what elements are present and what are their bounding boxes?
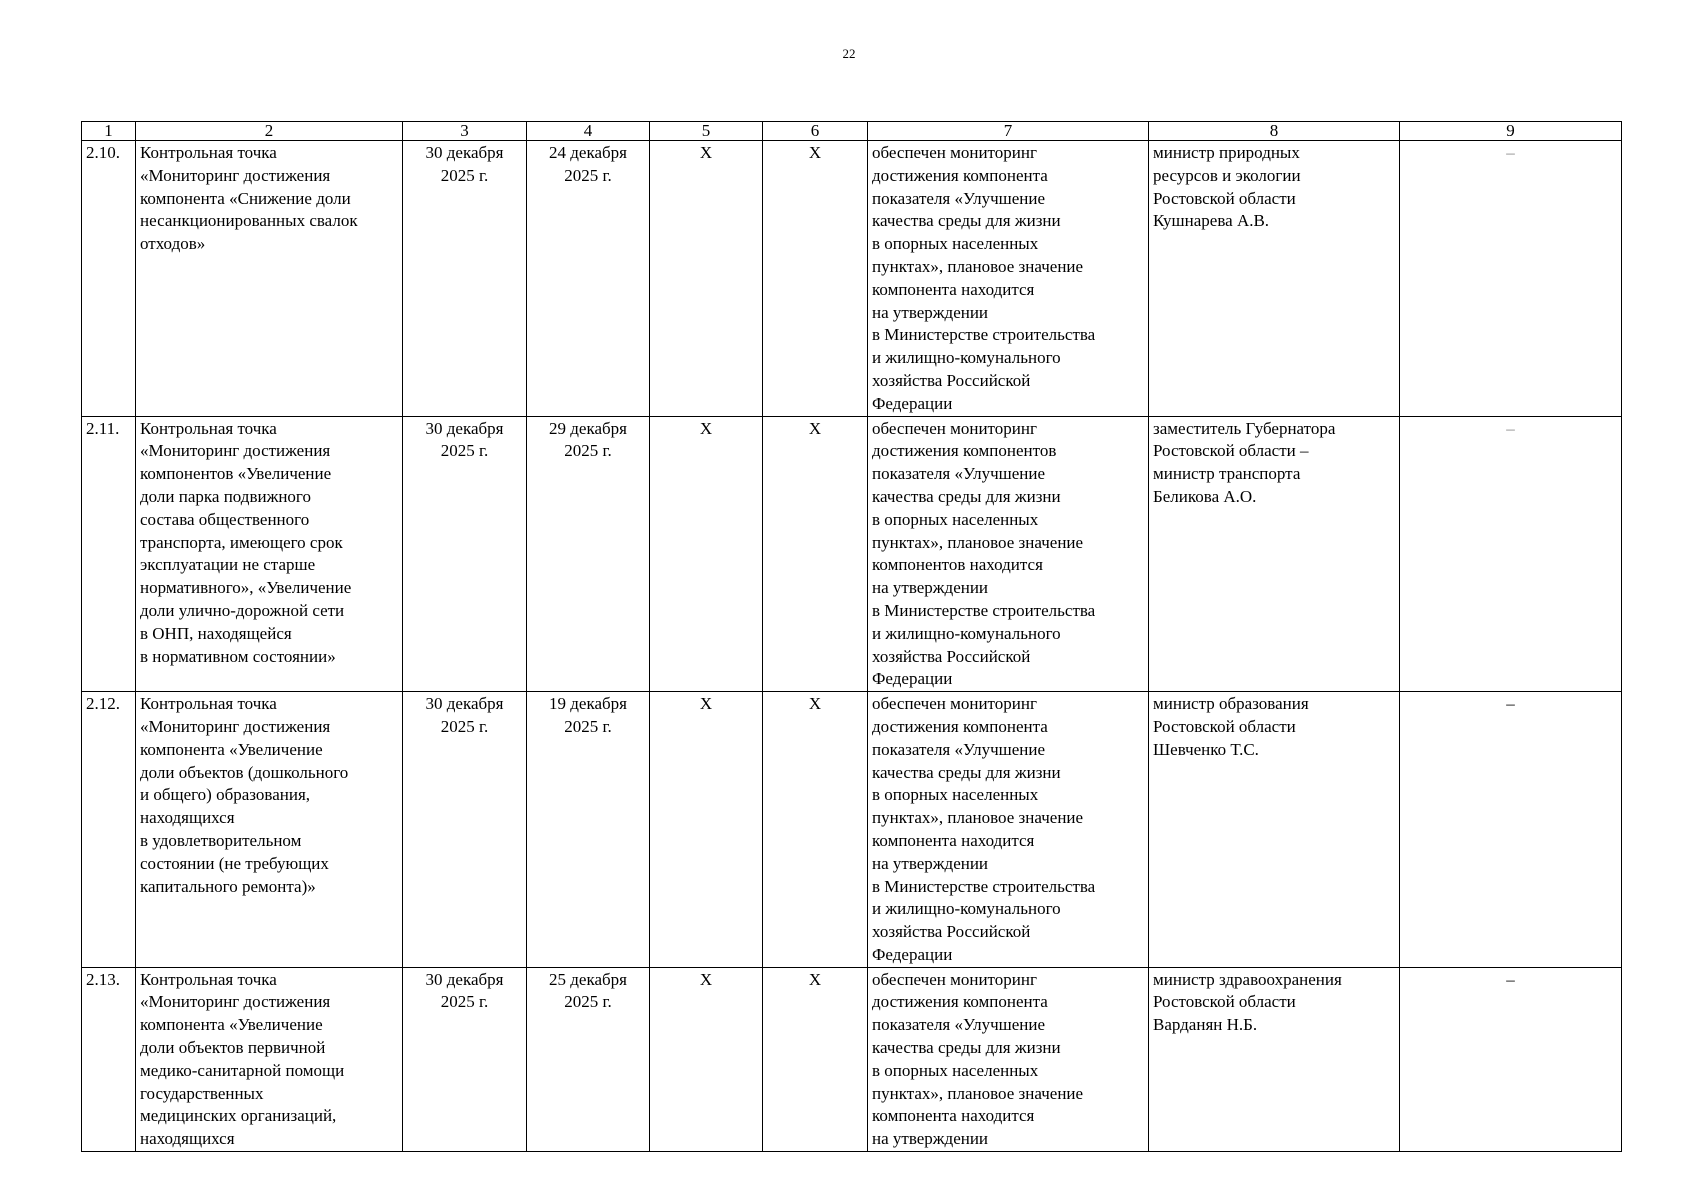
start-date-cell: 30 декабря 2025 г.	[403, 967, 527, 1151]
plan-table	[81, 121, 1622, 1152]
event-cell: Контрольная точка «Мониторинг достижения компонентов «Увеличение доли парка подвижного состава общественного транспорта, имеющего срок эксплуатации не старше нормативного», «Увеличение доли улично-дорожной сети в ОНП, находящейся в нормативном состоянии»	[136, 416, 403, 692]
col6-cell: X	[763, 967, 868, 1151]
result-cell: обеспечен мониторинг достижения компонента показателя «Улучшение качества среды для жизни в опорных населенных пунктах», плановое значение компонента находится на утверждении	[868, 967, 1149, 1151]
col9-cell: –	[1400, 692, 1622, 968]
event-cell: Контрольная точка «Мониторинг достижения компонента «Увеличение доли объектов первичной медико-санитарной помощи государственных медицинских организаций, находящихся	[136, 967, 403, 1151]
end-date-cell: 19 декабря 2025 г.	[527, 692, 650, 968]
header-cell-1: 1	[82, 122, 136, 141]
col6-cell: X	[763, 141, 868, 417]
table-row	[82, 141, 1622, 417]
result-cell: обеспечен мониторинг достижения компонентов показателя «Улучшение качества среды для жизни в опорных населенных пунктах», плановое значение компонентов находится на утверждении в Министерстве строительства и жилищно-комунального хозяйства Российской Федерации	[868, 416, 1149, 692]
header-cell-2: 2	[136, 122, 403, 141]
header-cell-3: 3	[403, 122, 527, 141]
end-date-cell: 29 декабря 2025 г.	[527, 416, 650, 692]
event-cell: Контрольная точка «Мониторинг достижения компонента «Снижение доли несанкционированных свалок отходов»	[136, 141, 403, 417]
header-cell-7: 7	[868, 122, 1149, 141]
row-number-cell: 2.12.	[82, 692, 136, 968]
col9-cell: –	[1400, 141, 1622, 417]
header-cell-9: 9	[1400, 122, 1622, 141]
row-number-cell: 2.13.	[82, 967, 136, 1151]
col9-cell: –	[1400, 416, 1622, 692]
responsible-cell: министр здравоохранения Ростовской области Варданян Н.Б.	[1149, 967, 1400, 1151]
responsible-cell: министр природных ресурсов и экологии Ростовской области Кушнарева А.В.	[1149, 141, 1400, 417]
row-number-cell: 2.10.	[82, 141, 136, 417]
result-cell: обеспечен мониторинг достижения компонента показателя «Улучшение качества среды для жизни в опорных населенных пунктах», плановое значение компонента находится на утверждении в Министерстве строительства и жилищно-комунального хозяйства Российской Федерации	[868, 692, 1149, 968]
result-cell: обеспечен мониторинг достижения компонента показателя «Улучшение качества среды для жизни в опорных населенных пунктах», плановое значение компонента находится на утверждении в Министерстве строительства и жилищно-комунального хозяйства Российской Федерации	[868, 141, 1149, 417]
start-date-cell: 30 декабря 2025 г.	[403, 692, 527, 968]
row-number-cell: 2.11.	[82, 416, 136, 692]
table-row	[82, 416, 1622, 692]
end-date-cell: 24 декабря 2025 г.	[527, 141, 650, 417]
table-row	[82, 967, 1622, 1151]
col5-cell: X	[650, 692, 763, 968]
col5-cell: X	[650, 416, 763, 692]
header-row	[82, 122, 1622, 141]
start-date-cell: 30 декабря 2025 г.	[403, 141, 527, 417]
table-row	[82, 692, 1622, 968]
event-cell: Контрольная точка «Мониторинг достижения компонента «Увеличение доли объектов (дошкольного и общего) образования, находящихся в удовлетворительном состоянии (не требующих капитального ремонта)»	[136, 692, 403, 968]
page-number: 22	[842, 46, 856, 61]
end-date-cell: 25 декабря 2025 г.	[527, 967, 650, 1151]
header-cell-4: 4	[527, 122, 650, 141]
responsible-cell: министр образования Ростовской области Шевченко Т.С.	[1149, 692, 1400, 968]
responsible-cell: заместитель Губернатора Ростовской области – министр транспорта Беликова А.О.	[1149, 416, 1400, 692]
col6-cell: X	[763, 416, 868, 692]
header-cell-5: 5	[650, 122, 763, 141]
col9-cell: –	[1400, 967, 1622, 1151]
header-cell-6: 6	[763, 122, 868, 141]
col6-cell: X	[763, 692, 868, 968]
start-date-cell: 30 декабря 2025 г.	[403, 416, 527, 692]
col5-cell: X	[650, 141, 763, 417]
col5-cell: X	[650, 967, 763, 1151]
header-cell-8: 8	[1149, 122, 1400, 141]
